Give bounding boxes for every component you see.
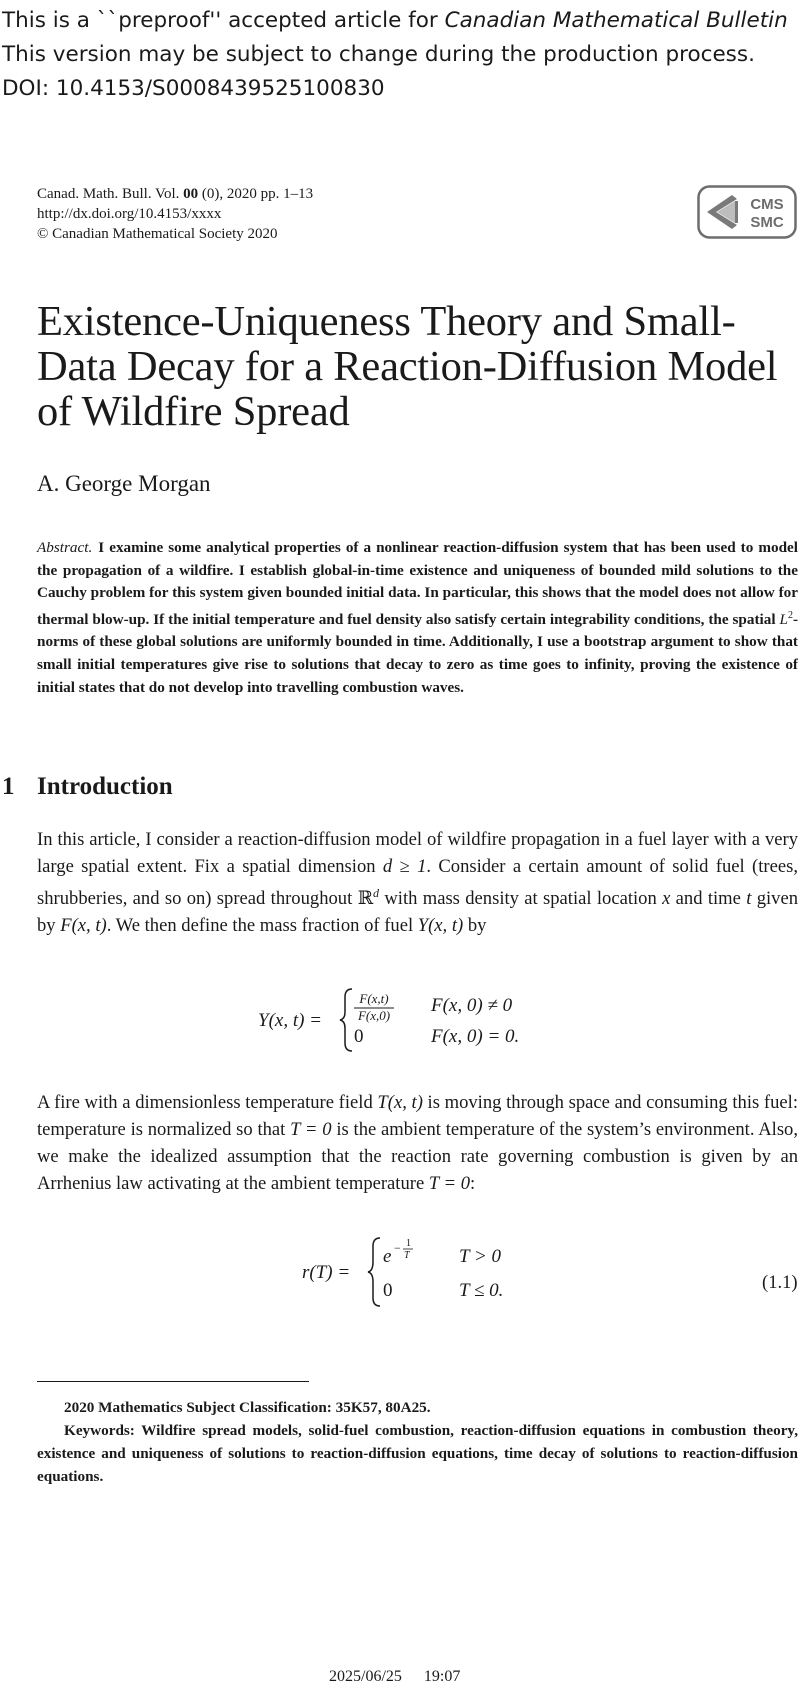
paper-title: Existence-Uniqueness Theory and Small- Data Decay for a Reaction-Diffusion Model of Wildfire Spread bbox=[37, 298, 778, 435]
footer-time: 19:07 bbox=[423, 1668, 461, 1685]
intro-paragraph-1: In this article, I consider a reaction-diffusion model of wildfire propagation in a fuel layer with a very large spatial extent. Fix a spatial dimension d ≥ 1. Consider a certain amount of solid fuel (trees, shrubberies, and so on) spread throughout ℝ$^d$ with mass density at spatial location x and time t given by F(x, t). We then define the mass fraction of fuel Y(x, t) by bbox=[37, 829, 799, 937]
abstract-label: Abstract. bbox=[37, 539, 93, 556]
svg-text:1: 1 bbox=[406, 1238, 411, 1249]
journal-doi-link[interactable]: http://dx.doi.org/10.4153/xxxx bbox=[37, 206, 222, 222]
svg-text:Y(x, t) =: Y(x, t) = bbox=[258, 1010, 323, 1031]
footnotes bbox=[37, 1396, 798, 1488]
intro-paragraph-2: A fire with a dimensionless temperature field T(x, t) is moving through space and consuming this fuel: temperature is normalized so that T = 0 is the ambient temperature of the system’s environment. Also, we make the idealized assumption that the reaction rate governing combustion is given by an Arrhenius law activating at the ambient temperature T = 0: bbox=[37, 1092, 799, 1194]
equation-reaction-rate bbox=[302, 1228, 562, 1310]
svg-text:r(T) =: r(T) = bbox=[302, 1262, 351, 1283]
preproof-doi[interactable]: DOI: 10.4153/S0008439525100830 bbox=[2, 76, 385, 101]
preproof-line-1: This is a ``preproof'' accepted article for Canadian Mathematical Bulletin bbox=[2, 8, 788, 33]
footnote-msc: 2020 Mathematics Subject Classification: 35K57, 80A25. bbox=[64, 1399, 431, 1416]
page-footer bbox=[329, 1668, 460, 1686]
svg-text:F(x, 0) ≠ 0: F(x, 0) ≠ 0 bbox=[431, 995, 513, 1016]
svg-text:e: e bbox=[383, 1246, 392, 1267]
svg-text:T: T bbox=[404, 1250, 410, 1261]
logo-cms-text: CMS bbox=[750, 196, 784, 213]
svg-text:0: 0 bbox=[354, 1026, 364, 1047]
author-name: A. George Morgan bbox=[37, 471, 211, 496]
journal-info bbox=[37, 184, 313, 244]
section-number: 1 bbox=[2, 773, 15, 800]
logo-smc-text: SMC bbox=[750, 214, 784, 231]
abstract: Abstract. I examine some analytical properties of a nonlinear reaction-diffusion system that has been used to model the propagation of a wildfire. I establish global-in-time existence and uniqueness of bounded mild solutions to the Cauchy problem for this system given bounded initial data. In particular, this shows that the model does not allow for thermal blow-up. If the initial temperature and fuel density also satisfy certain integrability conditions, the spatial $L^2$-norms of these global solutions are uniformly bounded in time. Additionally, I use a bootstrap argument to show that small initial temperatures give rise to solutions that decay to zero as time goes to infinity, proving the existence of initial states that do not develop into travelling combustion waves. bbox=[37, 539, 798, 696]
journal-copyright: © Canadian Mathematical Society 2020 bbox=[37, 226, 278, 242]
footnote-keywords: Keywords: Wildfire spread models, solid-fuel combustion, reaction-diffusion equations in combustion theory, existence and uniqueness of solutions to reaction-diffusion equations, time decay of solutions to reaction-diffusion equations. bbox=[37, 1422, 798, 1485]
cms-smc-logo bbox=[697, 185, 797, 239]
svg-text:T > 0: T > 0 bbox=[459, 1246, 502, 1267]
equation-number: (1.1) bbox=[762, 1272, 798, 1293]
journal-citation: Canad. Math. Bull. Vol. 00 (0), 2020 pp. 1–13 bbox=[37, 186, 314, 202]
svg-text:F(x, 0) = 0.: F(x, 0) = 0. bbox=[431, 1026, 520, 1047]
journal-name: Canadian Mathematical Bulletin bbox=[444, 8, 788, 33]
preproof-notice bbox=[2, 4, 788, 106]
svg-text:F(x,t): F(x,t) bbox=[359, 991, 389, 1006]
svg-text:−: − bbox=[394, 1241, 401, 1255]
svg-text:T ≤ 0.: T ≤ 0. bbox=[459, 1280, 504, 1301]
footnote-rule bbox=[37, 1381, 309, 1382]
equation-mass-fraction bbox=[258, 985, 598, 1055]
footer-date: 2025/06/25 bbox=[329, 1668, 402, 1685]
preproof-line-2: This version may be subject to change during the production process. bbox=[2, 42, 755, 67]
section-title: Introduction bbox=[37, 773, 173, 800]
svg-text:0: 0 bbox=[383, 1280, 393, 1301]
svg-text:F(x,0): F(x,0) bbox=[357, 1008, 391, 1023]
